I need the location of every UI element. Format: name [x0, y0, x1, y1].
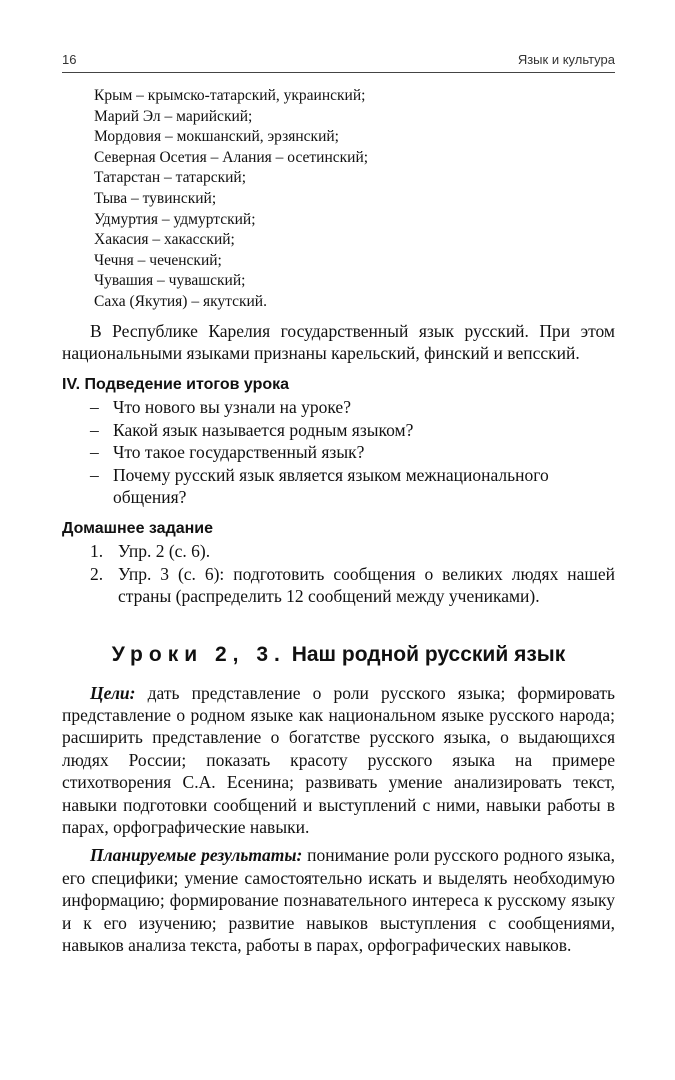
section-heading: IV. Подведение итогов урока	[62, 376, 290, 394]
list-item: Чечня – чеченский;	[94, 251, 222, 269]
region-language-list	[62, 86, 615, 313]
list-item: Саха (Якутия) – якутский.	[94, 292, 267, 310]
list-item: Тыва – тувинский;	[94, 189, 217, 207]
karelia-paragraph: В Республике Карелия государственный язык русский. При этом национальными языками признаны карельский, финский и вепсский.	[62, 320, 615, 363]
results-paragraph: Планируемые результаты: понимание роли русского родного языка, его специфики; умение самостоятельно искать и выделять необходимую информацию; формирование познавательного интереса к русскому языку и к его изучению; развитие навыков выступления с сообщениями, навыков анализа текста, работы в парах, орфографических навыков.	[62, 845, 616, 956]
list-item: Северная Осетия – Алания – осетинский;	[94, 148, 369, 166]
lesson-title: Уроки 2, 3. Наш родной русский язык	[111, 642, 566, 666]
list-item: 2. Упр. 3 (с. 6): подготовить сообщения о великих людях нашей страны (распределить 12 сообщений между учениками).	[90, 563, 615, 607]
list-item: Марий Эл – марийский;	[94, 107, 253, 125]
page-number: 16	[62, 52, 77, 67]
list-item: – Что нового вы узнали на уроке?	[90, 397, 351, 418]
question-list	[62, 396, 615, 508]
goals-paragraph: Цели: дать представление о роли русского языка; формировать представление о родном языке как национальном языке русского народа; расширить представление о богатстве русского языка, о выдающихся людях России; показать красоту русского языка на примере стихотворения С.А. Есенина; развивать умение анализировать текст, навыки подготовки сообщений и выступлений с ними, навыки работы в парах, орфографические навыки.	[62, 682, 616, 838]
homework-list	[62, 540, 615, 607]
page-header	[62, 52, 615, 73]
list-item: – Какой язык называется родным языком?	[90, 419, 414, 440]
list-item: Хакасия – хакасский;	[94, 231, 235, 249]
list-item: Мордовия – мокшанский, эрзянский;	[94, 128, 339, 146]
list-item: Чувашия – чувашский;	[94, 272, 246, 290]
list-item: – Почему русский язык является языком межнационального общения?	[90, 464, 549, 507]
page-content	[62, 86, 615, 956]
list-item: Крым – крымско-татарский, украинский;	[94, 87, 366, 104]
list-item: Татарстан – татарский;	[94, 169, 247, 187]
list-item: – Что такое государственный язык?	[90, 442, 365, 463]
running-title: Язык и культура	[517, 52, 615, 67]
list-item: Удмуртия – удмуртский;	[94, 210, 256, 228]
list-item: 1. Упр. 2 (с. 6).	[90, 541, 211, 562]
homework-heading: Домашнее задание	[62, 520, 214, 538]
